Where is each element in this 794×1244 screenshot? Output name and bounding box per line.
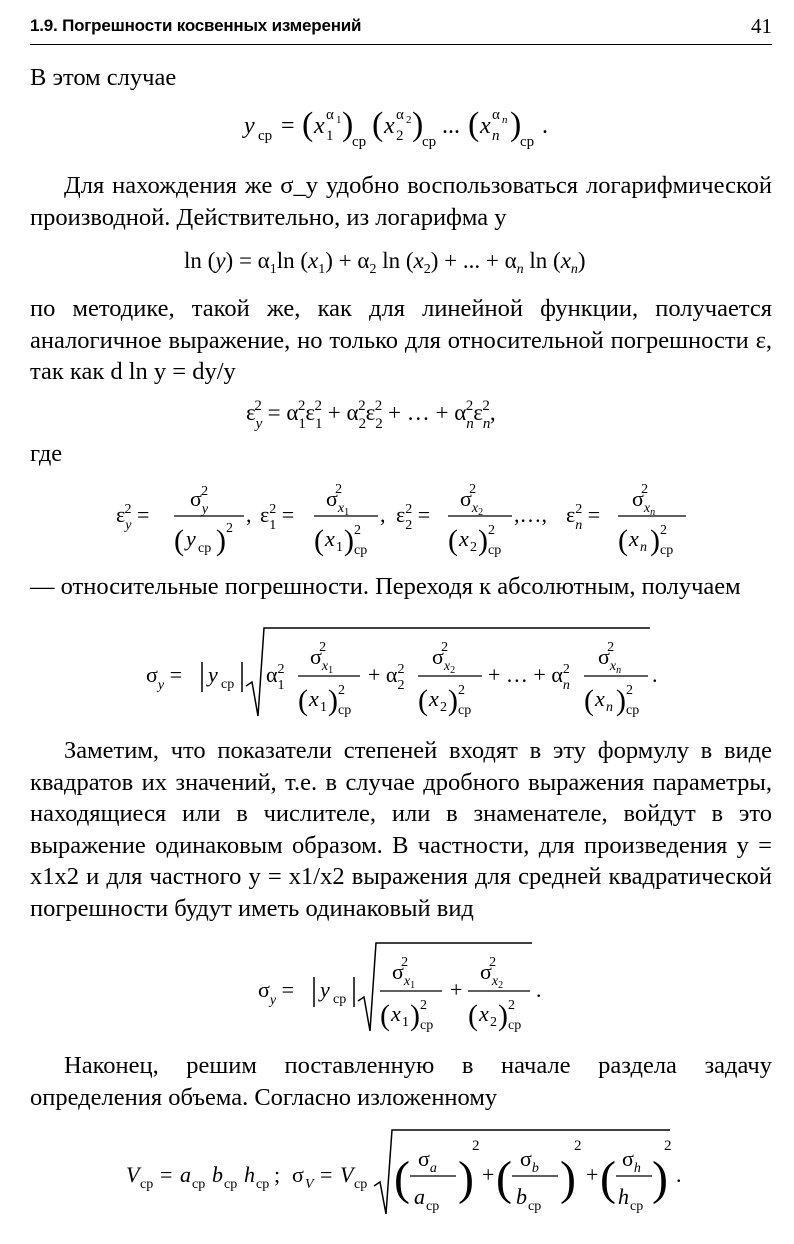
svg-text:σx22: $\sigma_x22$	[460, 482, 484, 518]
svg-text:ср: ср	[354, 543, 368, 558]
paragraph-7	[30, 1050, 772, 1113]
svg-text:2: 2	[472, 1138, 480, 1154]
svg-text:): )	[344, 524, 354, 557]
svg-text:(: (	[468, 106, 480, 143]
svg-text:...: ...	[442, 113, 460, 139]
svg-text:+: +	[482, 1162, 495, 1187]
paragraph-4	[30, 438, 772, 470]
svg-text:ср: ср	[140, 1177, 154, 1192]
svg-text:b: b	[212, 1162, 223, 1187]
svg-text:(: (	[584, 684, 594, 717]
paragraph-3	[30, 293, 772, 388]
paragraph-3-text: по методике, такой же, как для линейной функции, получается аналогичное выражение, но только для относительной погрешности ε, так как d ln y = dy/y	[30, 295, 772, 385]
svg-text:ср: ср	[256, 1177, 270, 1192]
svg-text:(: (	[314, 524, 324, 557]
svg-text:σx12: $\sigma_x12$	[392, 955, 416, 991]
svg-text:2: 2	[660, 523, 667, 538]
svg-text:): )	[498, 999, 508, 1032]
svg-text:x: x	[309, 686, 319, 711]
svg-text:): )	[478, 524, 488, 557]
paragraph-1-text: В этом случае	[30, 64, 177, 91]
svg-text:ср: ср	[221, 677, 235, 692]
svg-text:x: x	[459, 526, 469, 551]
svg-text:(: (	[372, 106, 384, 143]
svg-text:y: y	[244, 113, 255, 139]
svg-text:σx12: $\sigma_x12$	[310, 640, 334, 676]
svg-text:ср: ср	[338, 703, 352, 718]
svg-text:;: ;	[274, 1162, 281, 1187]
svg-text:(: (	[468, 999, 478, 1032]
svg-text:2: 2	[396, 128, 404, 144]
svg-text:ср: ср	[488, 543, 502, 558]
paragraph-1	[30, 62, 772, 94]
paragraph-2	[30, 170, 772, 233]
svg-text:): )	[410, 999, 420, 1032]
svg-text:σxn2: $\sigma_xn2$	[598, 640, 622, 676]
svg-text:ε22 =: $\varepsilon_22$ =	[396, 502, 431, 533]
svg-text:,: ,	[380, 502, 386, 527]
svg-text:.: .	[536, 977, 542, 1002]
paragraph-2-text: Для нахождения же σ_y удобно воспользоваться логарифмической производной. Действительно, из логарифма y	[30, 172, 772, 231]
svg-text:): )	[560, 1152, 576, 1205]
svg-text:ср: ср	[508, 1018, 522, 1033]
svg-text:y: y	[186, 526, 196, 551]
svg-text:2: 2	[574, 1138, 582, 1154]
svg-text:2: 2	[420, 998, 427, 1013]
svg-text:ср: ср	[528, 1199, 542, 1214]
svg-text:2: 2	[626, 683, 633, 698]
svg-text:(: (	[600, 1152, 616, 1205]
svg-text:h: h	[244, 1162, 255, 1187]
page-header	[30, 14, 772, 45]
svg-text:α: α	[396, 107, 404, 123]
svg-text:a: a	[414, 1184, 425, 1209]
svg-text:y: y	[208, 662, 218, 687]
svg-text:ср: ср	[352, 134, 367, 150]
svg-text:2: 2	[664, 1138, 672, 1154]
svg-text:1: 1	[336, 114, 342, 126]
svg-text:σy =: $\sigma_y$ =	[146, 662, 182, 693]
svg-text:1: 1	[336, 540, 343, 555]
paragraph-6	[30, 735, 772, 924]
svg-text:α: α	[326, 107, 334, 123]
svg-text:x: x	[325, 526, 335, 551]
paragraph-5	[30, 571, 772, 603]
svg-text:ср: ср	[626, 703, 640, 718]
svg-text:+: +	[586, 1162, 599, 1187]
svg-text:V: V	[126, 1162, 140, 1187]
svg-text:n: n	[606, 700, 613, 715]
svg-text:ср: ср	[422, 134, 437, 150]
formula-2	[0, 240, 794, 277]
svg-text:(: (	[298, 684, 308, 717]
svg-text:ср: ср	[520, 134, 535, 150]
svg-text:2: 2	[508, 998, 515, 1013]
svg-text:V: V	[340, 1162, 354, 1187]
formula-4	[0, 470, 794, 558]
svg-text:): )	[342, 106, 354, 143]
formula-3	[0, 390, 794, 432]
svg-text:(: (	[394, 1152, 410, 1205]
svg-text:ср: ср	[198, 541, 212, 556]
svg-text:1: 1	[320, 700, 327, 715]
svg-text:ср: ср	[630, 1199, 644, 1214]
svg-text:+: +	[450, 977, 463, 1002]
paragraph-7-text: Наконец, решим поставленную в начале раздела задачу определения объема. Согласно изложенному	[30, 1052, 772, 1111]
formula-5	[0, 620, 794, 718]
svg-text:x: x	[480, 113, 491, 139]
svg-text:εy2 =: $\varepsilon_y2$ =	[116, 502, 150, 533]
svg-text:=: =	[320, 1162, 333, 1187]
svg-text:2: 2	[488, 523, 495, 538]
svg-text:ср: ср	[192, 1177, 206, 1192]
svg-text:,: ,	[246, 502, 252, 527]
svg-text:x: x	[479, 1001, 489, 1026]
svg-text:): )	[510, 106, 522, 143]
svg-text:+ α22: + $\alpha_22$	[368, 662, 405, 693]
svg-text:εn2 =: $\varepsilon_n2$ =	[566, 502, 601, 533]
svg-text:(: (	[380, 999, 390, 1032]
svg-text:): )	[328, 684, 338, 717]
svg-text:1: 1	[402, 1015, 409, 1030]
svg-text:σy2: $\sigma_y2$	[190, 484, 209, 517]
svg-text:α12: $\alpha_12$	[266, 662, 285, 693]
svg-text:ср: ср	[258, 128, 273, 144]
svg-text:σxn2: $\sigma_xn2$	[632, 482, 656, 518]
page-number: 41	[751, 14, 772, 38]
svg-text:): )	[616, 684, 626, 717]
svg-text:n: n	[492, 128, 500, 144]
svg-text:ср: ср	[426, 1199, 440, 1214]
svg-text:h: h	[618, 1184, 629, 1209]
svg-text:(: (	[174, 524, 184, 557]
svg-text:x: x	[629, 526, 639, 551]
svg-text:.: .	[652, 662, 658, 687]
svg-text:y: y	[320, 977, 330, 1002]
svg-text:.: .	[542, 113, 548, 139]
formula-7	[0, 1122, 794, 1214]
svg-text:x: x	[429, 686, 439, 711]
svg-text:x: x	[391, 1001, 401, 1026]
svg-text:x: x	[314, 113, 325, 139]
svg-text:2: 2	[440, 700, 447, 715]
svg-text:εy2 = α12ε12 + α22ε22 + … + αn: $\varepsilon_y2 = \alpha_12\varepsilon_12 + \alpha_22\varepsilon_22$ + … + $\alpha_n2\varepsilon_n2$,	[246, 398, 496, 432]
paragraph-4-text: где	[30, 440, 63, 467]
svg-text:1: 1	[326, 128, 334, 144]
svg-text:,…,: ,…,	[514, 502, 547, 527]
svg-text:2: 2	[354, 523, 361, 538]
svg-text:α: α	[492, 107, 500, 123]
svg-text:ср: ср	[660, 543, 674, 558]
svg-text:2: 2	[490, 1015, 497, 1030]
svg-text:(: (	[418, 684, 428, 717]
formula-1	[0, 100, 794, 150]
svg-text:σx12: $\sigma_x12$	[326, 482, 350, 518]
svg-text:): )	[458, 1152, 474, 1205]
svg-text:n: n	[640, 540, 647, 555]
svg-text:n: n	[502, 114, 508, 126]
svg-text:): )	[652, 1152, 668, 1205]
svg-text:(: (	[496, 1152, 512, 1205]
svg-text:=: =	[160, 1162, 173, 1187]
svg-text:b: b	[516, 1184, 527, 1209]
svg-text:2: 2	[406, 114, 412, 126]
svg-text:): )	[448, 684, 458, 717]
svg-text:(: (	[448, 524, 458, 557]
svg-text:): )	[412, 106, 424, 143]
svg-text:2: 2	[338, 683, 345, 698]
svg-text:ср: ср	[224, 1177, 238, 1192]
svg-text:2: 2	[458, 683, 465, 698]
svg-text:(: (	[302, 106, 314, 143]
running-title: 1.9. Погрешности косвенных измерений	[30, 16, 362, 35]
svg-text:ср: ср	[458, 703, 472, 718]
svg-text:): )	[650, 524, 660, 557]
svg-text:V: V	[305, 1177, 314, 1192]
svg-text:σy =: $\sigma_y$ =	[258, 977, 294, 1008]
svg-text:ε12 =: $\varepsilon_12$ =	[260, 502, 295, 533]
svg-text:x: x	[595, 686, 605, 711]
svg-text:σx22: $\sigma_x22$	[480, 955, 504, 991]
svg-text:ср: ср	[354, 1177, 368, 1192]
formula-6	[0, 935, 794, 1033]
svg-text:=: =	[281, 113, 295, 139]
svg-text:): )	[216, 524, 226, 557]
svg-text:σb: $\sigma_b$	[520, 1146, 539, 1176]
svg-text:2: 2	[470, 540, 477, 555]
svg-text:ln (y) = α1ln (x1) + α2 ln (x2: $\ln (y) = \alpha_1\ln$ $(x_1) + \alpha_2$ $\ln (x_2)$ + ... + $\alpha_n$ $\ln (x_n)$	[184, 248, 586, 277]
svg-text:ср: ср	[420, 1018, 434, 1033]
svg-text:a: a	[180, 1162, 191, 1187]
svg-text:σ: σ	[292, 1162, 304, 1187]
svg-text:(: (	[618, 524, 628, 557]
paragraph-6-text: Заметим, что показатели степеней входят в эту формулу в виде квадратов их значений, т.е. в случае дробного выражения параметры, находящиеся или в числителе, или в знаменателе, войдут в это выражение одинаковым образом. В частности, для произведения y = x1x2 и для частного y = x1/x2 выражения для средней квадратической погрешности будут иметь одинаковый вид	[30, 737, 772, 922]
svg-text:σh: $\sigma_h$	[622, 1146, 641, 1176]
svg-text:σa: $\sigma_a$	[418, 1146, 437, 1176]
svg-text:x: x	[384, 113, 395, 139]
paragraph-5-text: — относительные погрешности. Переходя к абсолютным, получаем	[30, 573, 741, 600]
svg-text:.: .	[676, 1162, 682, 1187]
svg-text:+ … + αn2: + … + $\alpha_n2$	[488, 662, 570, 693]
svg-text:σx22: $\sigma_x22$	[432, 640, 456, 676]
svg-text:2: 2	[226, 521, 233, 536]
svg-text:ср: ср	[333, 992, 347, 1007]
